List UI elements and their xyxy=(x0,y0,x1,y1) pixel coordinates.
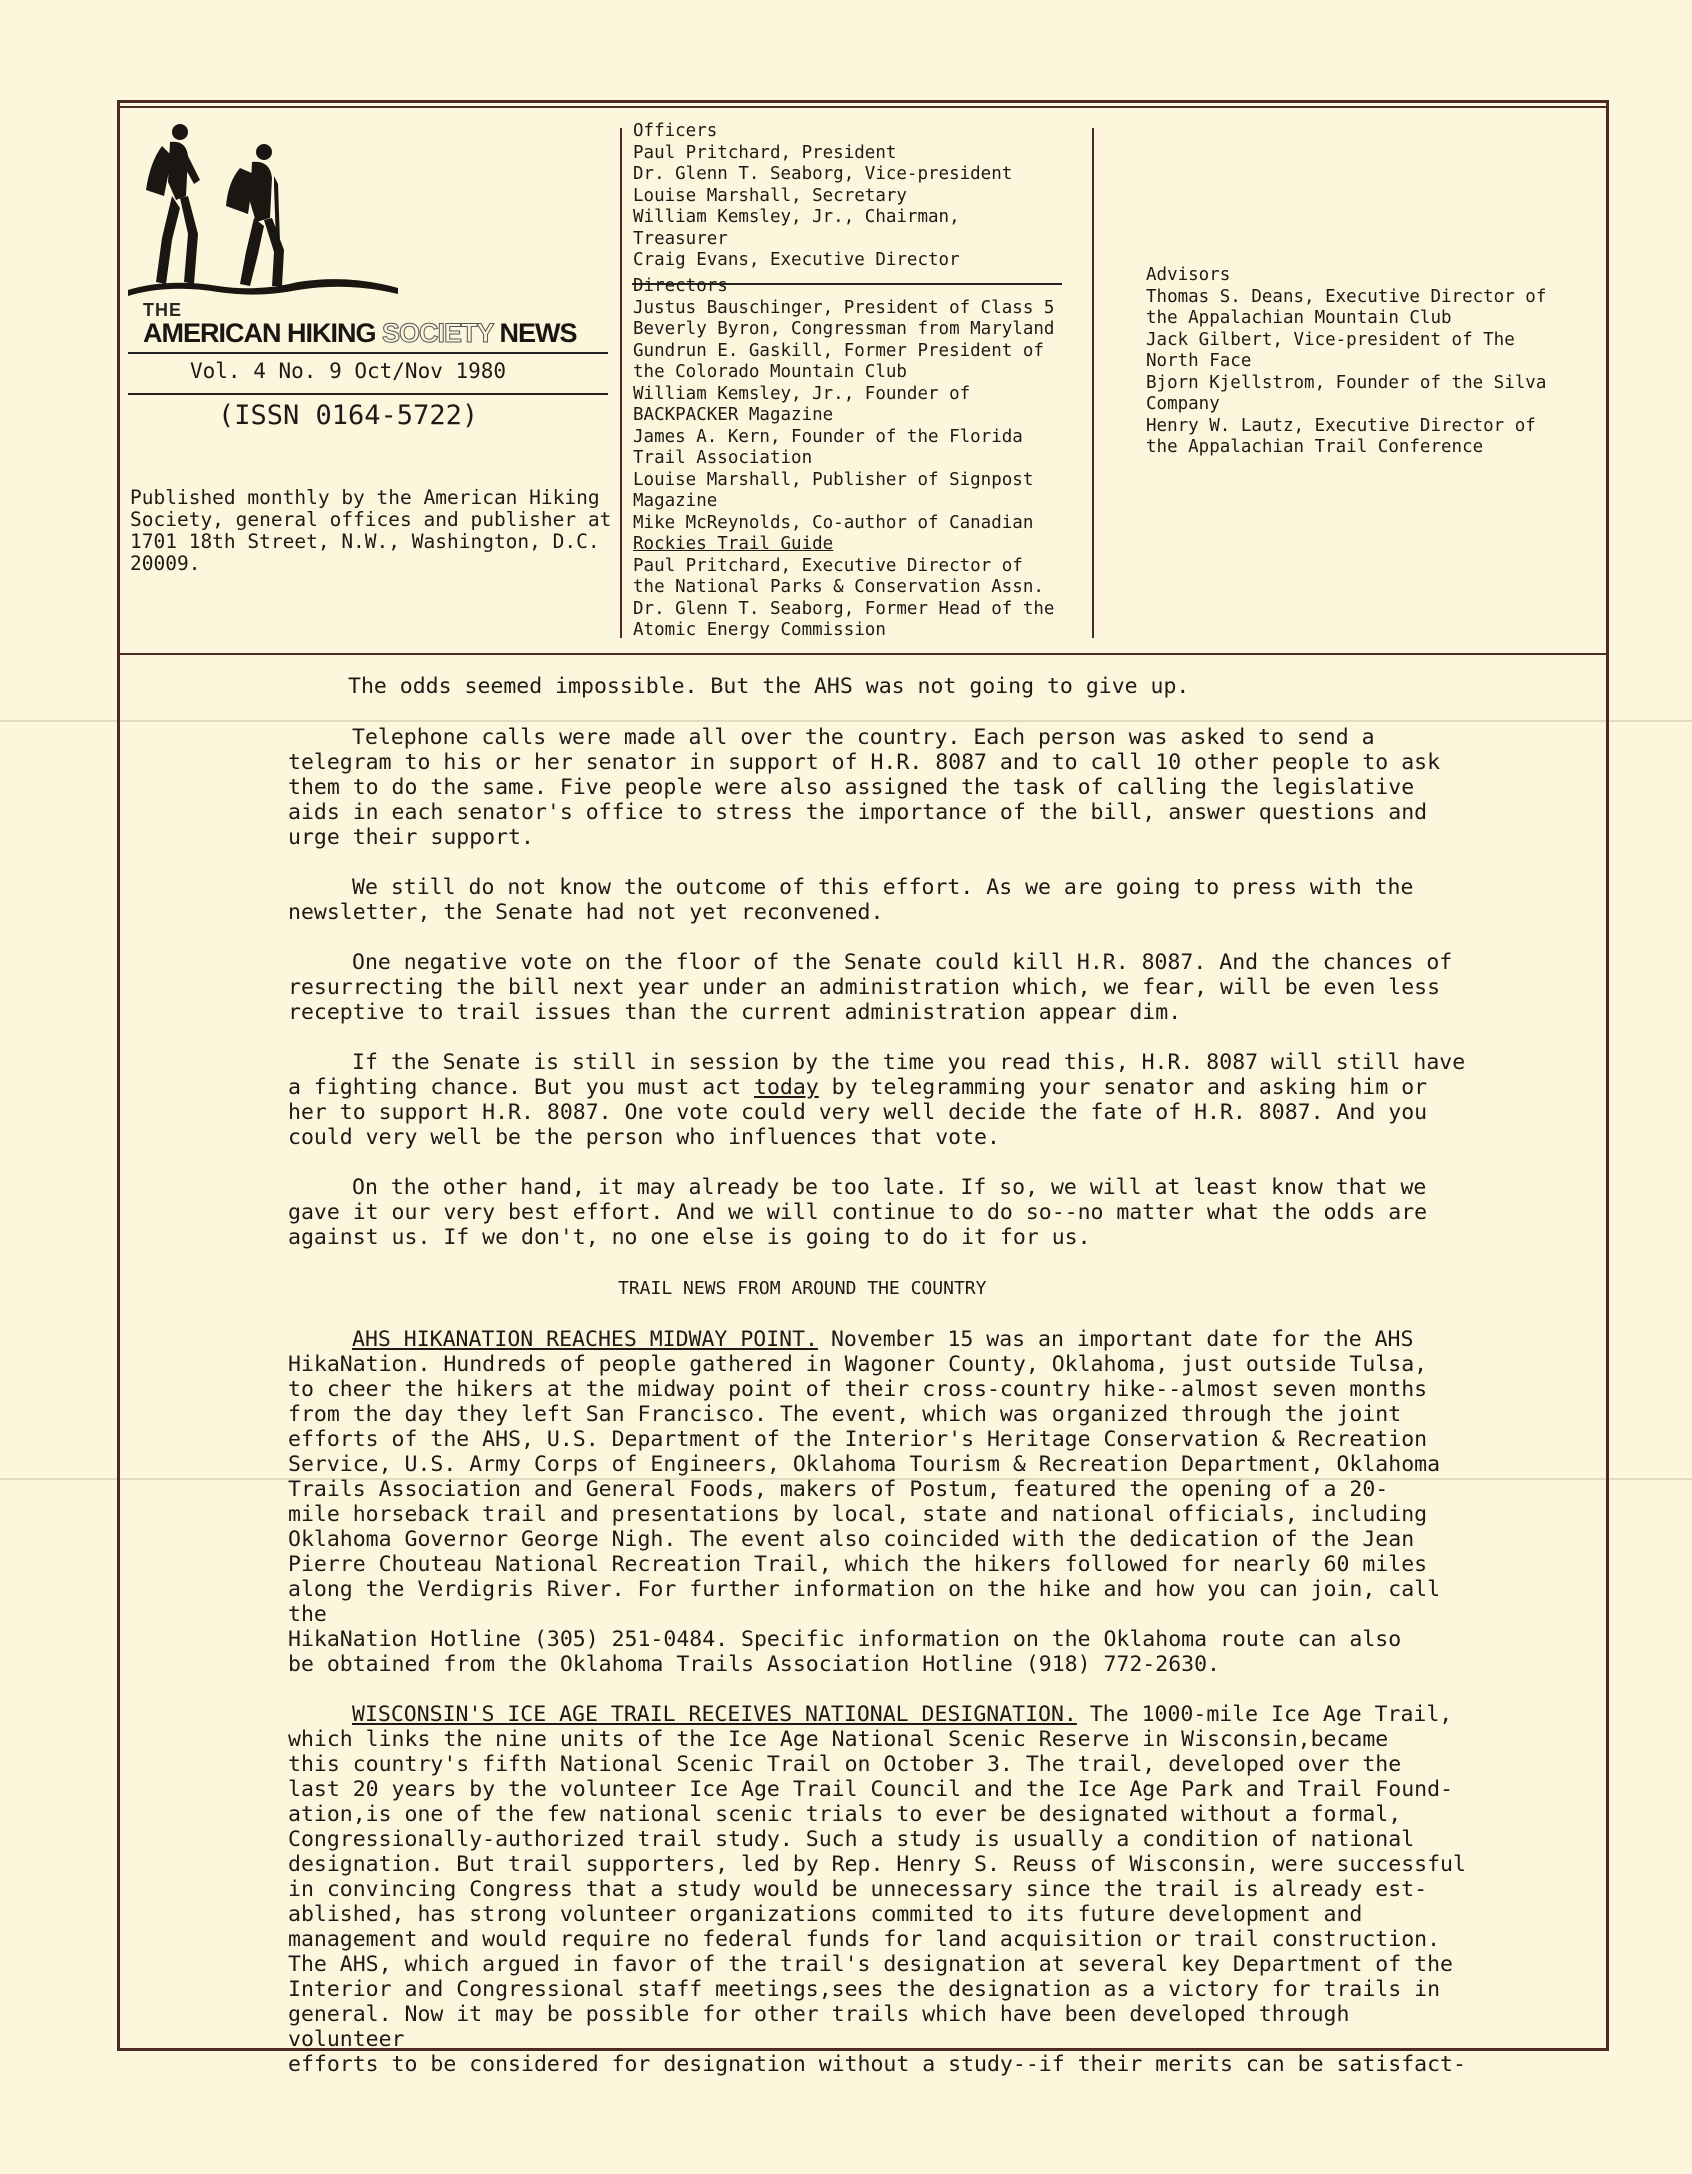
masthead-title-news: NEWS xyxy=(493,318,577,348)
director-line: Magazine xyxy=(633,491,718,511)
trail-news-heading: TRAIL NEWS FROM AROUND THE COUNTRY xyxy=(618,1278,987,1299)
paragraph: We still do not know the outcome of this effort. As we are going to press with the newsletter, the Senate had not yet reconvened. xyxy=(288,875,1414,925)
issue-line: Vol. 4 No. 9 Oct/Nov 1980 xyxy=(190,359,507,383)
officers-heading: Officers xyxy=(633,121,718,141)
officer-line: Paul Pritchard, President xyxy=(633,142,897,163)
paragraph-text: by telegramming your senator and asking him or her to support H.R. 8087. One vote could very well decide the fate of H.R. 8087. And you could very well be the person who influences that vote. xyxy=(288,1075,1428,1150)
article-lede: The odds seemed impossible. But the AHS was not going to give up. xyxy=(348,674,1190,699)
news-item xyxy=(288,1327,1468,1677)
director-line: Paul Pritchard, Executive Director of xyxy=(633,555,1023,576)
director-line: Rockies Trail Guide xyxy=(633,534,834,554)
frame-double-rule xyxy=(117,106,1609,108)
director-line: the Colorado Mountain Club xyxy=(633,362,907,382)
director-line: Dr. Glenn T. Seaborg, Former Head of the xyxy=(633,598,1055,619)
advisor-line: Company xyxy=(1146,394,1220,414)
paragraph-text: If the Senate is still in session by the time you read this, H.R. 8087 will still have a fighting chance. But you must act xyxy=(288,1050,1466,1100)
director-line: Justus Bauschinger, President of Class 5 xyxy=(633,297,1055,318)
publisher-info: Published monthly by the American Hiking Society, general offices and publisher at 1701 18th Street, N.W., Washington, D.C. 20009. xyxy=(130,486,612,575)
masthead-rule xyxy=(128,352,608,354)
director-line: BACKPACKER Magazine xyxy=(633,405,834,425)
emphasis-today: today xyxy=(754,1075,819,1100)
officer-line: Louise Marshall, Secretary xyxy=(633,185,907,206)
masthead-the: THE xyxy=(143,300,182,320)
column-divider xyxy=(1092,128,1094,638)
hikers-logo xyxy=(128,122,408,302)
director-line: Mike McReynolds, Co-author of Canadian xyxy=(633,512,1034,533)
officers-block xyxy=(633,121,1012,272)
paragraph: On the other hand, it may already be too late. If so, we will at least know that we gave it our very best effort. And we will continue to do so--no matter what the odds are against us. If we don't, no one else is going to do it for us. xyxy=(288,1175,1428,1250)
director-line: the National Parks & Conservation Assn. xyxy=(633,577,1044,597)
news-item-title: AHS HIKANATION REACHES MIDWAY POINT. xyxy=(352,1327,818,1352)
masthead-title-a: AMERICAN HIKING xyxy=(143,318,382,348)
paragraph xyxy=(288,1050,1468,1150)
advisor-line: Thomas S. Deans, Executive Director of xyxy=(1146,286,1547,307)
officer-line: Craig Evans, Executive Director xyxy=(633,250,960,270)
director-line: Beverly Byron, Congressman from Maryland xyxy=(633,319,1055,339)
officer-line: Treasurer xyxy=(633,228,728,249)
director-line: Gundrun E. Gaskill, Former President of xyxy=(633,340,1044,361)
advisors-heading: Advisors xyxy=(1146,265,1231,285)
masthead xyxy=(128,122,618,302)
directors-block xyxy=(633,276,1054,642)
advisors-block xyxy=(1146,265,1546,459)
advisor-line: North Face xyxy=(1146,351,1252,371)
masthead-title xyxy=(143,318,577,349)
trail-news-body xyxy=(288,1327,1468,2102)
officer-line: William Kemsley, Jr., Chairman, xyxy=(633,207,960,227)
masthead-rule xyxy=(128,393,608,395)
directors-heading: Directors xyxy=(633,276,728,296)
news-item-text: November 15 was an important date for the AHS HikaNation. Hundreds of people gathered in Wagoner County, Oklahoma, just outside Tulsa, to cheer the hikers at the midway point of their cross-country hike--almost seven months from the day they left San Francisco. The event, which was organized through the joint efforts of the AHS, U.S. Department of the Interior's Heritage Conservation & Recreation Service, U.S. Army Corps of Engineers, Oklahoma Tourism & Recreation Department, Oklahoma Trails Association and General Foods, makers of Postum, featured the opening of a 20- mile horseback trail and presentations by local, state and national officials, including Oklahoma Governor George Nigh. The event also coincided with the dedication of the Jean Pierre Chouteau National Recreation Trail, which the hikers followed for nearly 60 miles along the Verdigris River. For further information on the hike and how you can join, call the HikaNation Hotline (305) 251-0484. Specific information on the Oklahoma route can also be obtained from the Oklahoma Trails Association Hotline (918) 772-2630. xyxy=(288,1327,1441,1677)
advisor-line: the Appalachian Mountain Club xyxy=(1146,308,1452,328)
director-line: Louise Marshall, Publisher of Signpost xyxy=(633,469,1034,490)
advisor-line: the Appalachian Trail Conference xyxy=(1146,437,1484,457)
officer-line: Dr. Glenn T. Seaborg, Vice-president xyxy=(633,164,1013,184)
advisor-line: Henry W. Lautz, Executive Director of xyxy=(1146,415,1536,436)
paragraph: One negative vote on the floor of the Senate could kill H.R. 8087. And the chances of resurrecting the bill next year under an administration which, we fear, will be even less receptive to trail issues than the current administration appear dim. xyxy=(288,950,1453,1025)
issn: (ISSN 0164-5722) xyxy=(218,400,479,431)
masthead-title-society: SOCIETY xyxy=(382,318,494,348)
header-divider xyxy=(117,653,1609,655)
director-line: Atomic Energy Commission xyxy=(633,620,886,640)
advisor-line: Jack Gilbert, Vice-president of The xyxy=(1146,329,1515,350)
director-line: Trail Association xyxy=(633,448,813,468)
article-body xyxy=(288,725,1468,1275)
news-item-text: The 1000-mile Ice Age Trail, which links the nine units of the Ice Age National Scenic Reserve in Wisconsin,became this country's fifth National Scenic Trail on October 3. The trail, developed over the last 20 years by the volunteer Ice Age Trail Council and the Ice Age Park and Trail Found- ation,is one of the few national scenic trials to ever be designated without a formal, Congressionally-authorized trail study. Such a study is usually a condition of national designation. But trail supporters, led by Rep. Henry S. Reuss of Wisconsin, were successful in convincing Congress that a study would be unnecessary since the trail is already est- ablished, has strong volunteer organizations commited to its future development and management and would require no federal funds for land acquisition or trail construction. The AHS, which argued in favor of the trail's designation at several key Department of the Interior and Congressional staff meetings,sees the designation as a victory for trails in general. Now it may be possible for other trails which have been developed through volunteer efforts to be considered for designation without a study--if their merits can be satisfact- xyxy=(288,1702,1466,2077)
director-line: James A. Kern, Founder of the Florida xyxy=(633,426,1023,447)
news-item-title: WISCONSIN'S ICE AGE TRAIL RECEIVES NATIONAL DESIGNATION. xyxy=(352,1702,1077,1727)
news-item xyxy=(288,1702,1468,2077)
paragraph: Telephone calls were made all over the country. Each person was asked to send a telegram to his or her senator in support of H.R. 8087 and to call 10 other people to ask them to do the same. Five people were also assigned the task of calling the legislative aids in each senator's office to stress the importance of the bill, answer questions and urge their support. xyxy=(288,725,1441,850)
director-line: William Kemsley, Jr., Founder of xyxy=(633,383,971,404)
advisor-line: Bjorn Kjellstrom, Founder of the Silva xyxy=(1146,372,1547,393)
